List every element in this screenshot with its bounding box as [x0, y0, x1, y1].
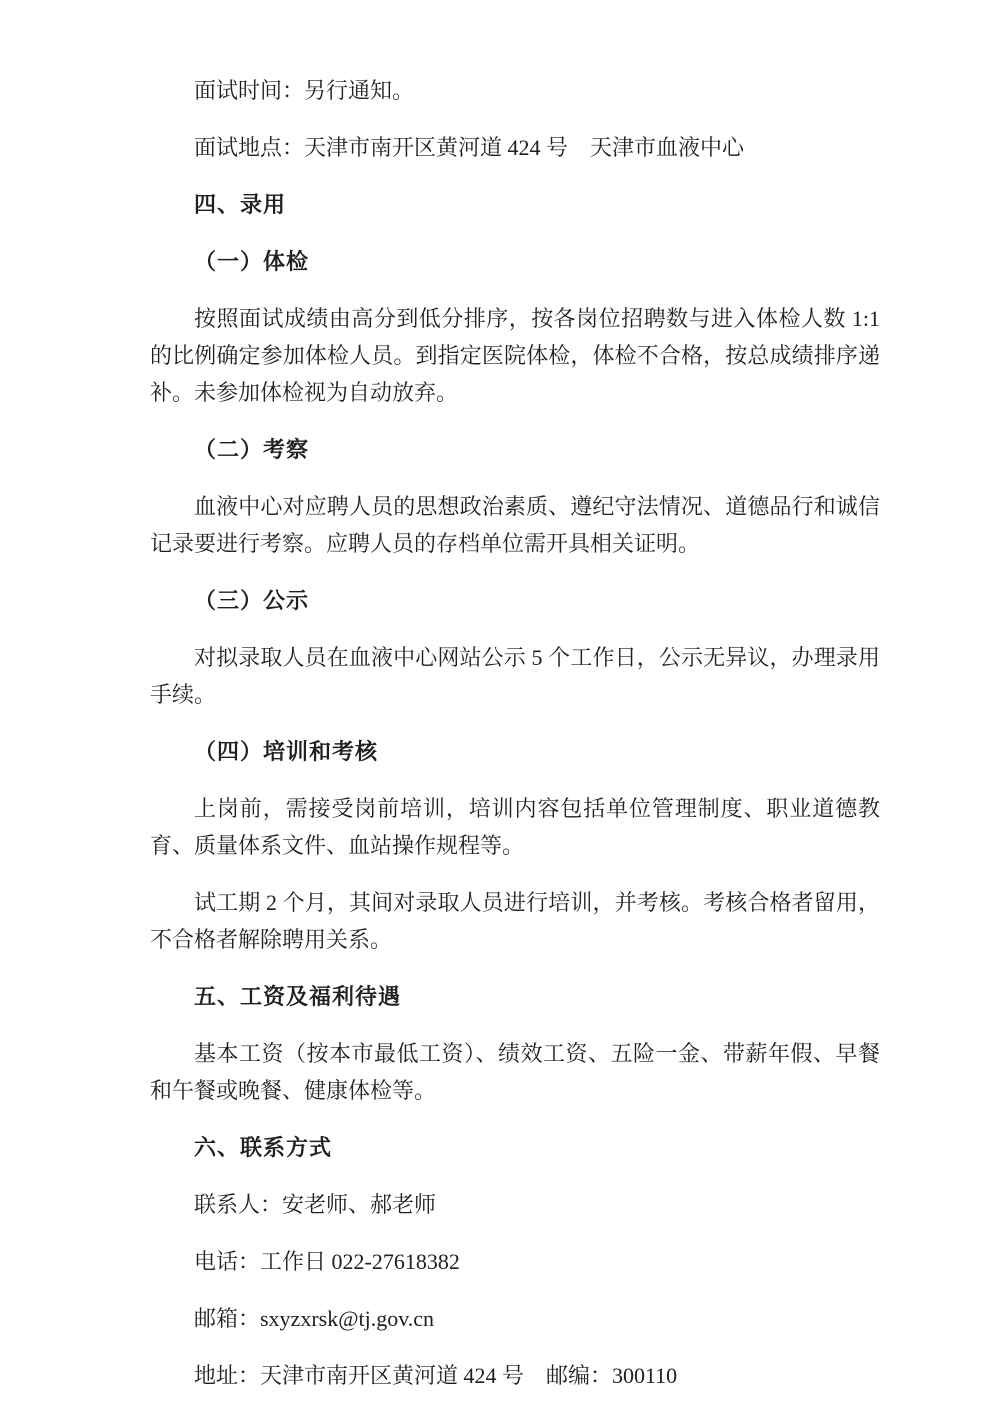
- training-paragraph-2: 试工期 2 个月，其间对录取人员进行培训，并考核。考核合格者留用，不合格者解除聘用关系。: [150, 890, 880, 952]
- contact-email-line: 邮箱：sxyzxrsk@tj.gov.cn: [194, 1306, 435, 1331]
- subsection-publicity-heading: （三）公示: [194, 588, 310, 613]
- interview-time-line: 面试时间：另行通知。: [194, 78, 415, 103]
- salary-paragraph: 基本工资（按本市最低工资）、绩效工资、五险一金、带薪年假、早餐和午餐或晚餐、健康体检等。: [150, 1041, 880, 1103]
- physical-exam-paragraph: 按照面试成绩由高分到低分排序，按各岗位招聘数与进入体检人数 1:1 的比例确定参加体检人员。到指定医院体检，体检不合格，按总成绩排序递补。未参加体检视为自动放弃。: [150, 306, 880, 405]
- publicity-paragraph: 对拟录取人员在血液中心网站公示 5 个工作日，公示无异议，办理录用手续。: [150, 645, 880, 707]
- contact-person-line: 联系人：安老师、郝老师: [194, 1192, 437, 1217]
- section-salary-heading: 五、工资及福利待遇: [194, 984, 402, 1009]
- interview-location-line: 面试地点：天津市南开区黄河道 424 号 天津市血液中心: [194, 135, 745, 160]
- section-contact-heading: 六、联系方式: [194, 1135, 333, 1160]
- subsection-physical-exam-heading: （一）体检: [194, 249, 310, 274]
- contact-phone-line: 电话：工作日 022-27618382: [194, 1249, 460, 1274]
- contact-address-line: 地址：天津市南开区黄河道 424 号 邮编：300110: [194, 1363, 678, 1388]
- training-paragraph-1: 上岗前，需接受岗前培训，培训内容包括单位管理制度、职业道德教育、质量体系文件、血站操作规程等。: [150, 796, 880, 858]
- subsection-training-heading: （四）培训和考核: [194, 739, 379, 764]
- inspection-paragraph: 血液中心对应聘人员的思想政治素质、遵纪守法情况、道德品行和诚信记录要进行考察。应聘人员的存档单位需开具相关证明。: [150, 494, 880, 556]
- section-recruit-heading: 四、录用: [194, 192, 287, 217]
- subsection-inspection-heading: （二）考察: [194, 437, 310, 462]
